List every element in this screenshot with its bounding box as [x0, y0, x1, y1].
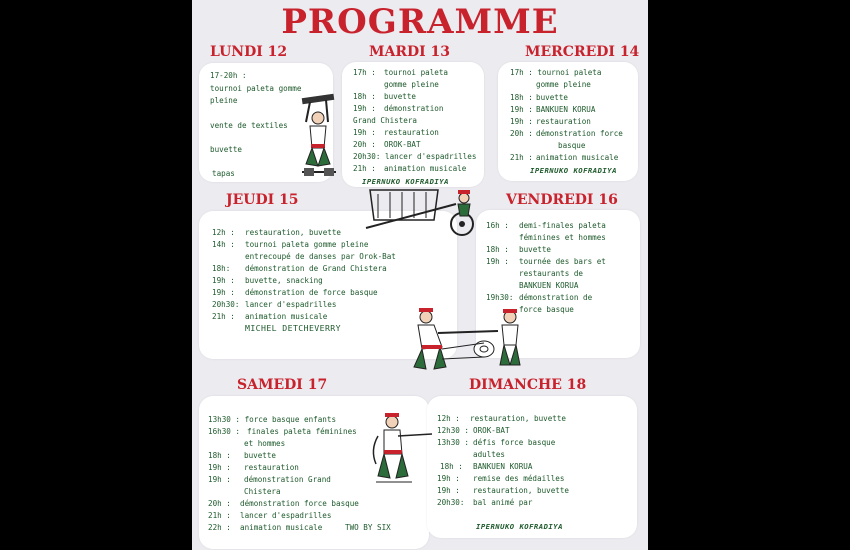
mardi-line: 18h : [353, 92, 376, 101]
jeudi-line: 20h30: [212, 300, 240, 309]
dimanche-line: 19h : [437, 486, 460, 495]
mardi-line: 20h30: lancer d'espadrilles [353, 152, 477, 161]
dimanche-caption: IPERNUKO KOFRADIYA [476, 522, 563, 531]
mercredi-line: gomme pleine [536, 80, 591, 89]
mardi-line: OROK-BAT [384, 140, 421, 149]
samedi-line: 20h : [208, 499, 231, 508]
mardi-line: 20h : [353, 140, 376, 149]
lundi-line: vente de textiles [210, 121, 288, 130]
samedi-line: Chistera [244, 487, 281, 496]
samedi-line: 22h : [208, 523, 231, 532]
mercredi-line: basque [558, 141, 586, 150]
mardi-line: 19h : [353, 128, 376, 137]
lundi-line: 17-20h : [210, 71, 247, 80]
vendredi-line: buvette [519, 245, 552, 254]
mardi-line: 21h : [353, 164, 376, 173]
mercredi-line: restauration [536, 117, 591, 126]
day-heading-dimanche: DIMANCHE 18 [469, 377, 587, 393]
dimanche-line: 12h30 : [437, 426, 470, 435]
vendredi-line: 19h30: [486, 293, 514, 302]
day-heading-mardi: MARDI 13 [369, 44, 451, 60]
mardi-caption: IPERNUKO KOFRADIYA [362, 177, 449, 186]
vendredi-line: BANKUEN KORUA [519, 281, 579, 290]
samedi-line: 18h : [208, 451, 231, 460]
jeudi-line: démonstration de Grand Chistera [245, 264, 387, 273]
mardi-line: démonstration [384, 104, 444, 113]
vendredi-line: demi-finales paleta [519, 221, 606, 230]
samedi-line: et hommes [244, 439, 286, 448]
mercredi-line: 21h : [510, 153, 533, 162]
samedi-line: buvette [244, 451, 277, 460]
jeudi-line: animation musicale [245, 312, 328, 321]
mercredi-line: 20h : [510, 129, 533, 138]
dimanche-line: remise des médailles [473, 474, 565, 483]
jeudi-line: démonstration de force basque [245, 288, 378, 297]
samedi-line: 21h : [208, 511, 231, 520]
sack-carrier-icon [368, 410, 434, 490]
day-heading-samedi: SAMEDI 17 [237, 377, 328, 393]
day-heading-vendredi: VENDREDI 16 [506, 192, 618, 208]
samedi-line: finales paleta féminines [247, 427, 357, 436]
dimanche-line: défis force basque [473, 438, 556, 447]
samedi-line: lancer d'espadrilles [240, 511, 332, 520]
dimanche-line: 18h : [440, 462, 463, 471]
dimanche-line: 13h30 : [437, 438, 470, 447]
day-heading-jeudi: JEUDI 15 [226, 192, 299, 208]
vendredi-line: démonstration de [519, 293, 593, 302]
day-heading-mercredi: MERCREDI 14 [525, 44, 640, 60]
samedi-line: TWO BY SIX [345, 523, 391, 532]
jeudi-line: 12h : [212, 228, 235, 237]
jeudi-line: buvette, snacking [245, 276, 323, 285]
vendredi-line: restaurants de [519, 269, 584, 278]
samedi-line: 19h : [208, 463, 231, 472]
dimanche-line: adultes [473, 450, 506, 459]
vendredi-line: féminines et hommes [519, 233, 606, 242]
samedi-line: animation musicale [240, 523, 323, 532]
mardi-line: restauration [384, 128, 439, 137]
jeudi-line: 19h : [212, 276, 235, 285]
dimanche-line: restauration, buvette [470, 414, 567, 423]
cart-pusher-icon [364, 184, 484, 244]
samedi-line: démonstration Grand [244, 475, 331, 484]
samedi-line: 16h30 : [208, 427, 241, 436]
dimanche-line: bal animé par [473, 498, 533, 507]
mercredi-line: 19h : [510, 105, 533, 114]
samedi-line: restauration [244, 463, 299, 472]
mardi-line: Grand Chistera [353, 116, 418, 125]
jeudi-line: lancer d'espadrilles [245, 300, 337, 309]
lundi-line: tournoi paleta gomme [210, 84, 302, 93]
page-title: PROGRAMME [281, 2, 559, 42]
lundi-line: pleine [210, 96, 238, 105]
lundi-line: buvette [210, 145, 243, 154]
samedi-line: 19h : [208, 475, 231, 484]
mardi-line: tournoi paleta [384, 68, 449, 77]
mardi-line: 17h : [353, 68, 376, 77]
day-heading-lundi: LUNDI 12 [210, 44, 288, 60]
mercredi-line: BANKUEN KORUA [536, 105, 596, 114]
dimanche-line: restauration, buvette [473, 486, 570, 495]
jeudi-line: MICHEL DETCHEVERRY [245, 323, 341, 333]
mercredi-line: 18h : [510, 93, 533, 102]
jeudi-line: 18h: [212, 264, 231, 273]
vendredi-line: 18h : [486, 245, 509, 254]
dimanche-line: 12h : [437, 414, 460, 423]
mardi-line: 19h : [353, 104, 376, 113]
dimanche-line: BANKUEN KORUA [473, 462, 533, 471]
jeudi-line: restauration, buvette [245, 228, 342, 237]
jeudi-line: entrecoupé de danses par Orok-Bat [245, 252, 396, 261]
lundi-line: tapas [212, 169, 235, 178]
mercredi-caption: IPERNUKO KOFRADIYA [530, 166, 617, 175]
dimanche-line: 19h : [437, 474, 460, 483]
vendredi-line: 19h : [486, 257, 509, 266]
jeudi-line: 14h : [212, 240, 235, 249]
samedi-line: 13h30 : force basque enfants [208, 415, 337, 424]
programme-poster [192, 0, 648, 550]
mercredi-line: 19h : [510, 117, 533, 126]
samedi-line: démonstration force basque [240, 499, 359, 508]
vendredi-line: force basque [519, 305, 574, 314]
vendredi-line: 16h : [486, 221, 509, 230]
dimanche-line: OROK-BAT [473, 426, 510, 435]
mercredi-line: animation musicale [536, 153, 619, 162]
vendredi-line: tournée des bars et [519, 257, 606, 266]
mardi-line: animation musicale [384, 164, 467, 173]
dimanche-line: 20h30: [437, 498, 465, 507]
mercredi-line: buvette [536, 93, 569, 102]
jeudi-line: 21h : [212, 312, 235, 321]
mercredi-line: 17h : tournoi paleta [510, 68, 602, 77]
weightlifter-icon [288, 92, 348, 184]
mardi-line: buvette [384, 92, 417, 101]
log-sawing-icon [402, 305, 532, 375]
mercredi-line: démonstration force [536, 129, 623, 138]
mardi-line: gomme pleine [384, 80, 439, 89]
jeudi-line: tournoi paleta gomme pleine [245, 240, 369, 249]
jeudi-line: 19h : [212, 288, 235, 297]
